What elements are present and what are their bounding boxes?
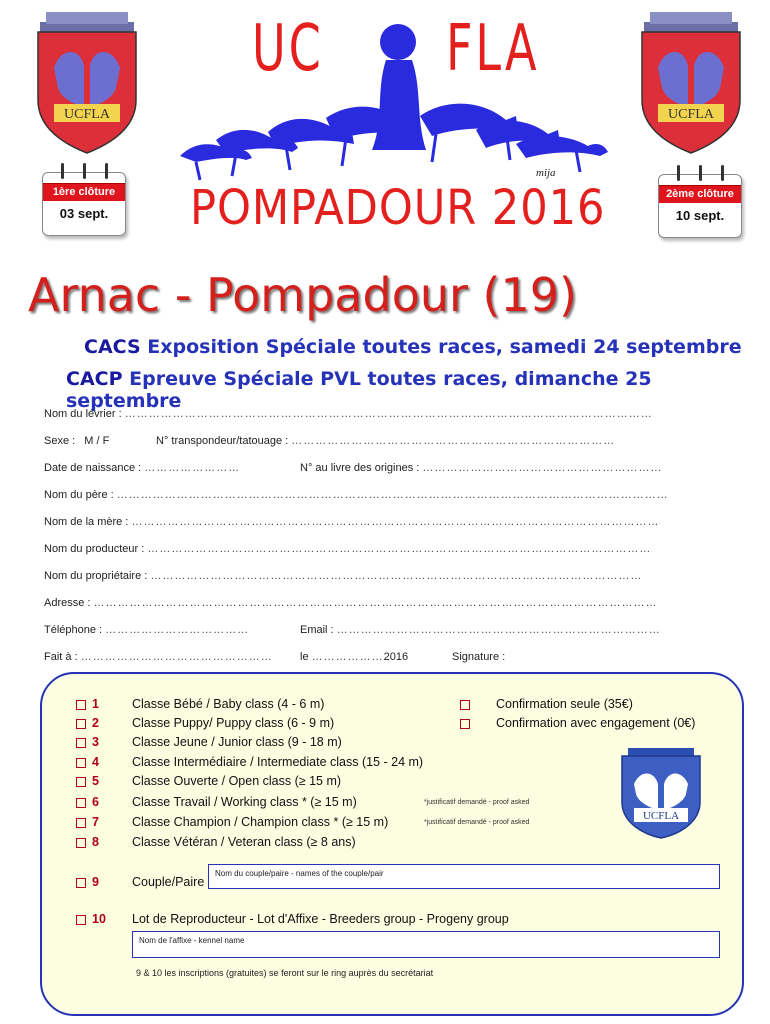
field-signature[interactable]: Signature : [452,651,506,663]
calendar-ring-icon [699,165,702,181]
event-name: POMPADOUR 2016 [190,180,606,236]
class-label-1: Classe Bébé / Baby class (4 - 6 m) [132,697,325,711]
second-closing-date: 10 sept. [675,208,725,223]
calendar-ring-icon [83,163,86,179]
ucfla-blue-crest-logo [618,744,704,840]
field-date-le[interactable]: le ………………2016 [300,651,409,663]
checkbox-class-9[interactable]: 9 [76,875,99,889]
class-label-10: Lot de Reproducteur - Lot d'Affixe - Breeders group - Progeny group [132,912,509,926]
calendar-ring-icon [721,165,724,181]
affixe-name-placeholder: Nom de l'affixe - kennel name [139,936,245,945]
field-sexe[interactable]: Sexe : M / F [44,435,110,447]
field-adresse[interactable]: Adresse : …………………………………………………………………………………………………………………………… [44,597,658,609]
header-title-left: UC [252,12,324,86]
checkbox-class-1[interactable]: 1 [76,697,99,711]
affixe-name-input[interactable] [132,931,720,958]
field-transpondeur[interactable]: N° transpondeur/tatouage : ……………………………………………………………………… [156,435,616,447]
field-date-naissance[interactable]: Date de naissance : …………………… [44,462,241,474]
svg-text:UCFLA: UCFLA [64,107,110,122]
field-nom-mere[interactable]: Nom de la mère : …………………………………………………………………………………………………………………… [44,516,660,528]
checkbox-class-2[interactable]: 2 [76,716,99,730]
checkbox-class-5[interactable]: 5 [76,774,99,788]
calendar-ring-icon [105,163,108,179]
confirmation-seule-label: Confirmation seule (35€) [496,697,633,711]
first-closing-calendar [42,172,126,236]
class-label-5: Classe Ouverte / Open class (≥ 15 m) [132,774,342,788]
checkbox-class-8[interactable]: 8 [76,835,99,849]
field-telephone[interactable]: Téléphone : ……………………………… [44,624,250,636]
class-label-8: Classe Vétéran / Veteran class (≥ 8 ans) [132,835,356,849]
checkbox-class-4[interactable]: 4 [76,755,99,769]
subtitle-cacs [84,336,742,358]
class-label-7: Classe Champion / Champion class * (≥ 15 m) [132,815,389,829]
svg-text:mija: mija [536,167,556,179]
left-crest-logo [32,8,142,158]
field-producteur[interactable]: Nom du producteur : ……………………………………………………………………………………………………………… [44,543,652,555]
svg-text:UCFLA: UCFLA [668,107,714,122]
field-nom-pere[interactable]: Nom du père : ………………………………………………………………………………………………………………………… [44,489,669,501]
first-closing-date: 03 sept. [59,206,109,221]
subtitle-cacp [66,368,770,412]
checkbox-class-10[interactable]: 10 [76,912,106,926]
checkbox-class-7[interactable]: 7 [76,815,99,829]
subtitle-cacp-prefix: CACP [66,368,123,390]
class-label-2: Classe Puppy/ Puppy class (6 - 9 m) [132,716,335,730]
checkbox-class-3[interactable]: 3 [76,735,99,749]
subtitle-cacs-prefix: CACS [84,336,141,358]
field-livre-origines[interactable]: N° au livre des origines : …………………………………………………… [300,462,663,474]
couple-name-placeholder: Nom du couple/paire - names of the couple/pair [215,869,384,878]
justif-note-class-7: *justificatif demandé - proof asked [424,819,530,826]
field-fait-a[interactable]: Fait à : ………………………………………… [44,651,273,663]
class-label-9: Couple/Paire [132,875,205,889]
second-closing-calendar [658,174,742,238]
class-label-4: Classe Intermédiaire / Intermediate class (15 - 24 m) [132,755,424,769]
page-title: Arnac - Pompadour (19) [28,268,577,322]
field-proprietaire[interactable]: Nom du propriétaire : …………………………………………………………………………………………………………… [44,570,643,582]
right-crest-logo [636,8,746,158]
class-label-6: Classe Travail / Working class * (≥ 15 m) [132,795,357,809]
second-closing-label: 2ème clôture [659,185,741,203]
subtitle-cacs-text: Exposition Spéciale toutes races, samedi 24 septembre [147,336,742,358]
subtitle-cacp-text: Epreuve Spéciale PVL toutes races, dimanche 25 septembre [66,368,652,412]
svg-text:UCFLA: UCFLA [642,810,680,822]
confirmation-engagement-label: Confirmation avec engagement (0€) [496,716,696,730]
field-nom-levrier[interactable]: Nom du lévrier : …………………………………………………………………………………………………………………… [44,408,653,420]
footer-note: 9 & 10 les inscriptions (gratuites) se feront sur le ring auprès du secrétariat [136,968,434,978]
class-label-3: Classe Jeune / Junior class (9 - 18 m) [132,735,342,749]
calendar-ring-icon [677,165,680,181]
field-email[interactable]: Email : ……………………………………………………………………… [300,624,661,636]
header-title-right: FLA [446,12,540,86]
couple-name-input[interactable] [208,864,720,889]
checkbox-class-6[interactable]: 6 [76,795,99,809]
checkbox-confirmation-engagement[interactable] [460,716,476,730]
calendar-ring-icon [61,163,64,179]
justif-note-class-6: *justificatif demandé - proof asked [424,799,530,806]
first-closing-label: 1ère clôture [43,183,125,201]
checkbox-confirmation-seule[interactable] [460,697,476,711]
greyhounds-illustration [176,20,626,190]
